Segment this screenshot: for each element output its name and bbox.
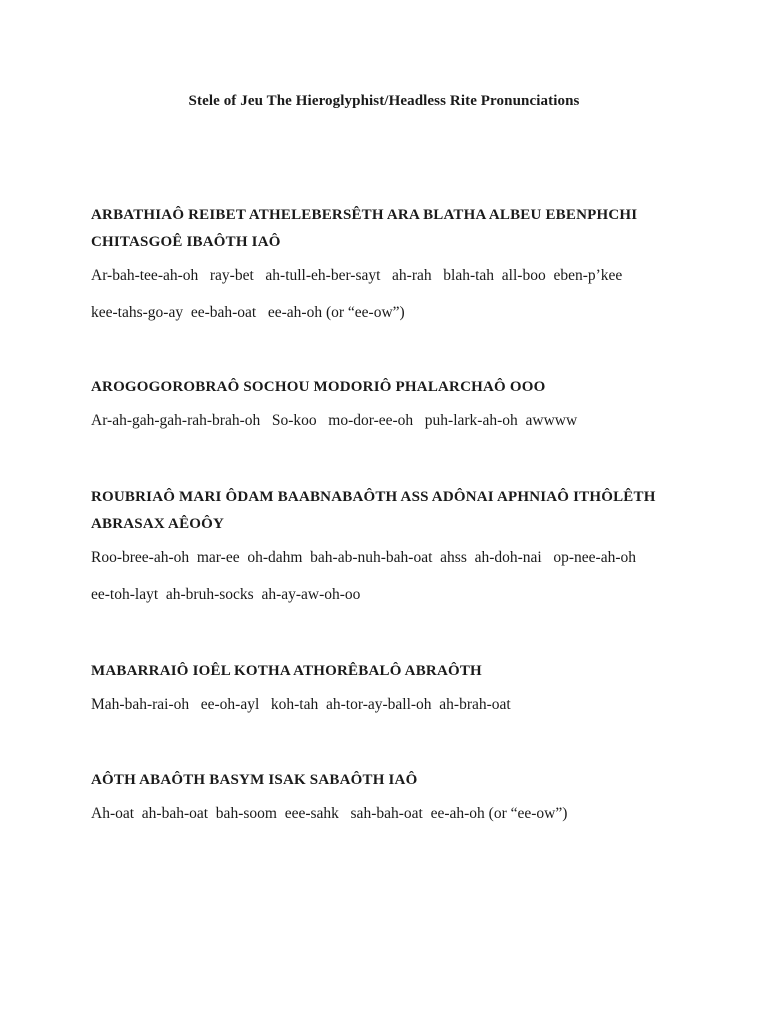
pronunciation-line: kee-tahs-go-ay ee-bah-oat ee-ah-oh (or “ee-ow”) [91,304,405,321]
section-heading-line: CHITASGOÊ IBAÔTH IAÔ [91,234,281,250]
invocation-section-3 [91,484,691,613]
pronunciation-line: ee-toh-layt ah-bruh-socks ah-ay-aw-oh-oo [91,586,361,603]
section-heading-line: ABRASAX AÊOÔY [91,516,225,532]
section-heading-line: AROGOGOROBRAÔ SOCHOU MODORIÔ PHALARCHAÔ OOO [91,379,546,395]
pronunciation-line: Ah-oat ah-bah-oat bah-soom eee-sahk sah-bah-oat ee-ah-oh (or “ee-ow”) [91,805,568,822]
page-title: Stele of Jeu The Hieroglyphist/Headless Rite Pronunciations [188,93,580,109]
section-heading-line: ARBATHIAÔ REIBET ATHELEBERSÊTH ARA BLATHA ALBEU EBENPHCHI [91,207,638,223]
invocation-section-1 [91,202,691,331]
pronunciation-line: Roo-bree-ah-oh mar-ee oh-dahm bah-ab-nuh-bah-oat ahss ah-doh-nai op-nee-ah-oh [91,549,636,566]
pronunciation-line: Mah-bah-rai-oh ee-oh-ayl koh-tah ah-tor-ay-ball-oh ah-brah-oat [91,696,511,713]
section-heading-line: ROUBRIAÔ MARI ÔDAM BAABNABAÔTH ASS ADÔNAI APHNIAÔ ITHÔLÊTH [91,489,656,505]
section-heading-line: AÔTH ABAÔTH BASYM ISAK SABAÔTH IAÔ [91,772,418,788]
invocation-section-5 [91,767,691,832]
pronunciation-line: Ar-ah-gah-gah-rah-brah-oh So-koo mo-dor-ee-oh puh-lark-ah-oh awwww [91,412,578,429]
pronunciation-line: Ar-bah-tee-ah-oh ray-bet ah-tull-eh-ber-sayt ah-rah blah-tah all-boo eben-p’kee [91,267,623,284]
invocation-section-4 [91,658,691,723]
invocation-section-2 [91,374,691,439]
section-heading-line: MABARRAIÔ IOÊL KOTHA ATHORÊBALÔ ABRAÔTH [91,663,482,679]
